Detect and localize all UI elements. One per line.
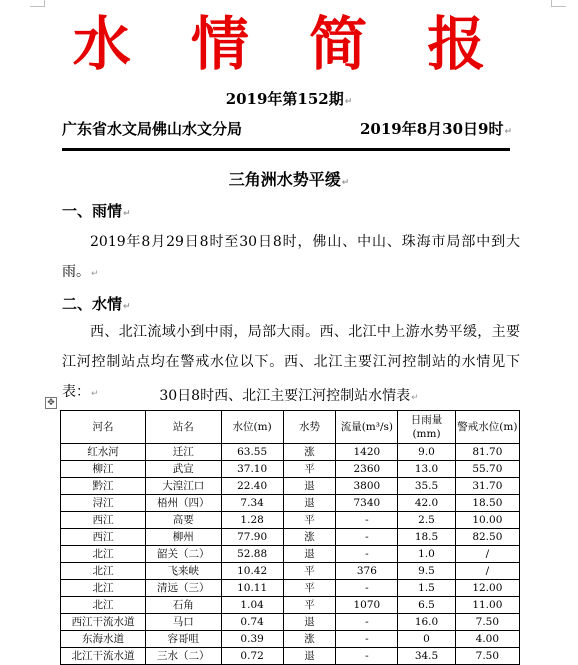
margin-corner-left (30, 0, 45, 7)
return-mark-icon: ↵ (344, 97, 353, 107)
table-row (61, 648, 520, 665)
return-mark-icon: ↵ (341, 178, 350, 188)
cell-station: 武宣 (145, 461, 221, 478)
cell-station: 韶关（二） (145, 546, 221, 563)
cell-daily-rain: 9.5 (398, 563, 455, 580)
return-mark-icon: ↵ (123, 302, 131, 312)
cell-water-level: 0.72 (221, 648, 283, 665)
cell-warning-level: 7.50 (455, 614, 519, 631)
publisher-name: 广东省水文局佛山水文分局 (62, 120, 243, 138)
table-row (61, 478, 520, 495)
cell-trend: 退 (283, 614, 336, 631)
issue-number: 2019年第152期↵ (225, 90, 353, 108)
cell-trend: 平 (283, 461, 336, 478)
cell-station: 石角 (145, 597, 221, 614)
header-station: 站名 (145, 411, 221, 444)
cell-flow: 2360 (336, 461, 398, 478)
cell-daily-rain: 0 (398, 631, 455, 648)
cell-flow: - (336, 631, 398, 648)
move-anchor-icon[interactable]: ✥ (45, 397, 57, 409)
table-row (61, 597, 520, 614)
cell-daily-rain: 2.5 (398, 512, 455, 529)
cell-river: 红水河 (61, 444, 146, 461)
return-mark-icon: ↵ (411, 393, 419, 403)
cell-flow: 1070 (336, 597, 398, 614)
cell-daily-rain: 13.0 (398, 461, 455, 478)
cell-river: 西江 (61, 529, 146, 546)
table-row (61, 546, 520, 563)
cell-warning-level: 12.00 (455, 580, 519, 597)
header-flow: 流量(m³/s) (336, 411, 398, 444)
cell-station: 大湟江口 (145, 478, 221, 495)
cell-flow: - (336, 512, 398, 529)
cell-warning-level: 18.50 (455, 495, 519, 512)
cell-station: 柳州 (145, 529, 221, 546)
table-row (61, 461, 520, 478)
table-row (61, 614, 520, 631)
table-row (61, 495, 520, 512)
cell-water-level: 7.34 (221, 495, 283, 512)
cell-warning-level: / (455, 563, 519, 580)
cell-warning-level: 11.00 (455, 597, 519, 614)
cell-warning-level: 81.70 (455, 444, 519, 461)
section-water-title: 二、水情↵ (62, 295, 131, 313)
return-mark-icon: ↵ (504, 127, 512, 137)
cell-warning-level: 10.00 (455, 512, 519, 529)
cell-warning-level: 7.50 (455, 648, 519, 665)
cell-trend: 平 (283, 563, 336, 580)
cell-water-level: 1.04 (221, 597, 283, 614)
cell-trend: 退 (283, 546, 336, 563)
cell-river: 北江 (61, 580, 146, 597)
water-level-table (60, 410, 520, 665)
cell-station: 清远（三） (145, 580, 221, 597)
table-row (61, 512, 520, 529)
cell-trend: 涨 (283, 529, 336, 546)
cell-river: 浔江 (61, 495, 146, 512)
section-water-body: 西、北江流域小到中雨，局部大雨。西、北江中上游水势平缓，主要江河控制站点均在警戒水位以下。西、北江主要江河控制站的水情见下表：↵ (62, 324, 520, 400)
cell-station: 容哥咀 (145, 631, 221, 648)
cell-daily-rain: 9.0 (398, 444, 455, 461)
cell-trend: 退 (283, 648, 336, 665)
cell-river: 北江干流水道 (61, 648, 146, 665)
cell-flow: 7340 (336, 495, 398, 512)
header-river: 河名 (61, 411, 146, 444)
cell-river: 西江 (61, 512, 146, 529)
cell-station: 马口 (145, 614, 221, 631)
header-trend: 水势 (283, 411, 336, 444)
cell-trend: 退 (283, 478, 336, 495)
cell-trend: 平 (283, 580, 336, 597)
header-rule (62, 148, 510, 151)
section-rain-body: 2019年8月29日8时至30日8时，佛山、中山、珠海市局部中到大雨。↵ (62, 234, 520, 280)
cell-trend: 涨 (283, 444, 336, 461)
cell-station: 高要 (145, 512, 221, 529)
cell-warning-level: 31.70 (455, 478, 519, 495)
cell-flow: 376 (336, 563, 398, 580)
cell-daily-rain: 34.5 (398, 648, 455, 665)
table-row (61, 444, 520, 461)
report-date: 2019年8月30日9时↵ (359, 120, 512, 138)
masthead-title: 水 情 简 报 (72, 10, 506, 78)
cell-flow: 3800 (336, 478, 398, 495)
cell-water-level: 10.11 (221, 580, 283, 597)
cell-station: 三水（二） (145, 648, 221, 665)
table-row (61, 580, 520, 597)
cell-trend: 退 (283, 495, 336, 512)
cell-river: 北江 (61, 546, 146, 563)
cell-trend: 涨 (283, 631, 336, 648)
report-headline: 三角洲水势平缓↵ (228, 170, 350, 189)
header-warning-level: 警戒水位(m) (455, 411, 519, 444)
cell-river: 黔江 (61, 478, 146, 495)
cell-warning-level: 55.70 (455, 461, 519, 478)
table-header-row (61, 411, 520, 444)
cell-water-level: 63.55 (221, 444, 283, 461)
return-mark-icon: ↵ (91, 389, 99, 399)
cell-river: 西江干流水道 (61, 614, 146, 631)
cell-river: 柳江 (61, 461, 146, 478)
cell-daily-rain: 6.5 (398, 597, 455, 614)
cell-flow: 1420 (336, 444, 398, 461)
return-mark-icon: ↵ (91, 269, 99, 279)
section-rain-title: 一、雨情↵ (62, 202, 131, 220)
cell-water-level: 10.42 (221, 563, 283, 580)
table-caption: 30日8时西、北江主要江河控制站水情表↵ (159, 388, 419, 404)
return-mark-icon: ↵ (123, 209, 131, 219)
header-water-level: 水位(m) (221, 411, 283, 444)
cell-river: 北江 (61, 597, 146, 614)
cell-river: 东海水道 (61, 631, 146, 648)
cell-warning-level: / (455, 546, 519, 563)
cell-water-level: 37.10 (221, 461, 283, 478)
cell-daily-rain: 1.5 (398, 580, 455, 597)
cell-station: 迁江 (145, 444, 221, 461)
table-row (61, 631, 520, 648)
cell-station: 梧州（四） (145, 495, 221, 512)
cell-flow: - (336, 614, 398, 631)
cell-daily-rain: 18.5 (398, 529, 455, 546)
cell-warning-level: 4.00 (455, 631, 519, 648)
cell-warning-level: 82.50 (455, 529, 519, 546)
cell-flow: - (336, 648, 398, 665)
cell-trend: 平 (283, 512, 336, 529)
cell-daily-rain: 35.5 (398, 478, 455, 495)
table-row (61, 563, 520, 580)
cell-water-level: 22.40 (221, 478, 283, 495)
cell-flow: - (336, 529, 398, 546)
cell-daily-rain: 1.0 (398, 546, 455, 563)
table-row (61, 529, 520, 546)
cell-daily-rain: 16.0 (398, 614, 455, 631)
cell-river: 北江 (61, 563, 146, 580)
cell-water-level: 52.88 (221, 546, 283, 563)
cell-station: 飞来峡 (145, 563, 221, 580)
cell-water-level: 0.39 (221, 631, 283, 648)
cell-flow: - (336, 580, 398, 597)
cell-flow: - (336, 546, 398, 563)
cell-daily-rain: 42.0 (398, 495, 455, 512)
cell-water-level: 1.28 (221, 512, 283, 529)
cell-water-level: 77.90 (221, 529, 283, 546)
cell-trend: 平 (283, 597, 336, 614)
cell-water-level: 0.74 (221, 614, 283, 631)
header-daily-rain: 日雨量(mm) (398, 411, 455, 444)
margin-corner-right (551, 0, 566, 7)
